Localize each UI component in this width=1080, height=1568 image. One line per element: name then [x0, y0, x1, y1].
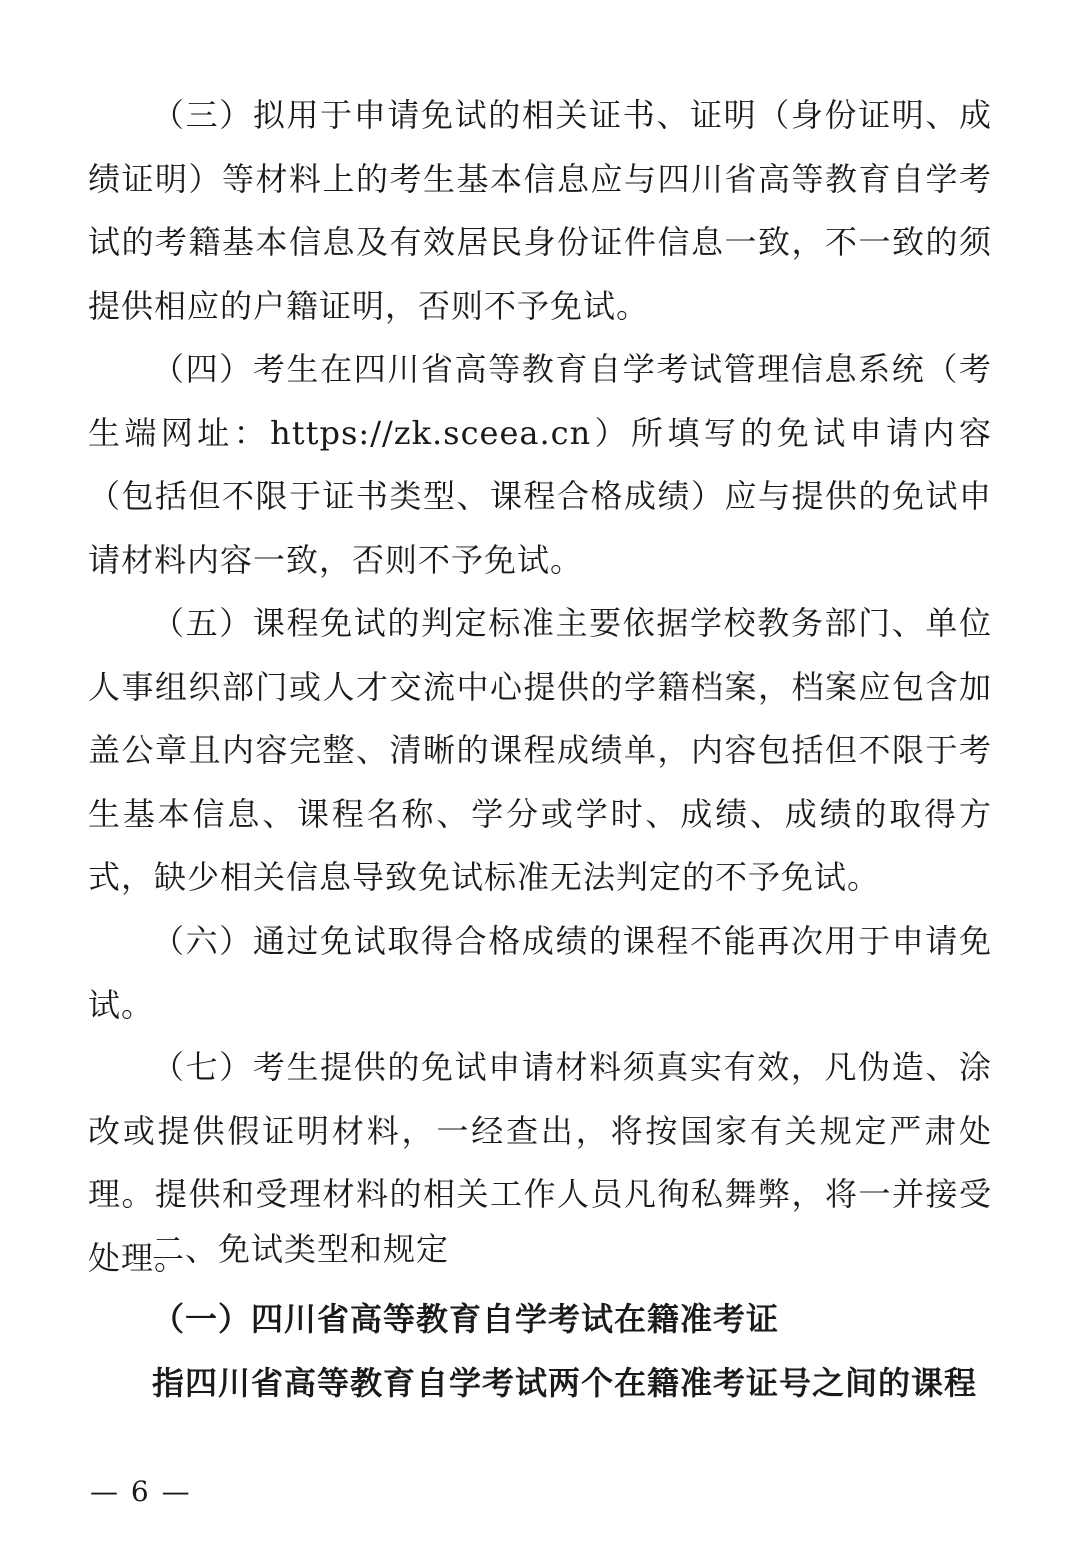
paragraph-5: （五）课程免试的判定标准主要依据学校教务部门、单位人事组织部门或人才交流中心提供的学籍档案，档案应包含加盖公章且内容完整、清晰的课程成绩单，内容包括但不限于考生基本信息、课程名称、学分或学时、成绩、成绩的取得方式，缺少相关信息导致免试标准无法判定的不予免试。 — [88, 604, 992, 896]
paragraph-6: （六）通过免试取得合格成绩的课程不能再次用于申请免试。 — [88, 922, 992, 1024]
subsection-heading: （一）四川省高等教育自学考试在籍准考证 — [152, 1300, 780, 1338]
section-heading: 二、免试类型和规定 — [152, 1230, 450, 1268]
paragraph-3: （三）拟用于申请免试的相关证书、证明（身份证明、成绩证明）等材料上的考生基本信息应与四川省高等教育自学考试的考籍基本信息及有效居民身份证件信息一致，不一致的须提供相应的户籍证明，否则不予免试。 — [88, 96, 992, 325]
paragraph-7: （七）考生提供的免试申请材料须真实有效，凡伪造、涂改或提供假证明材料，一经查出，将按国家有关规定严肃处理。提供和受理材料的相关工作人员凡徇私舞弊，将一并接受处理。 — [88, 1048, 992, 1277]
paragraph-4: （四）考生在四川省高等教育自学考试管理信息系统（考生端网址：https://zk.sceea.cn）所填写的免试申请内容（包括但不限于证书类型、课程合格成绩）应与提供的免试申请材料内容一致，否则不予免试。 — [88, 350, 992, 579]
page-number: — 6 — — [90, 1475, 192, 1508]
subsection-text: 指四川省高等教育自学考试两个在籍准考证号之间的课程 — [152, 1364, 978, 1402]
